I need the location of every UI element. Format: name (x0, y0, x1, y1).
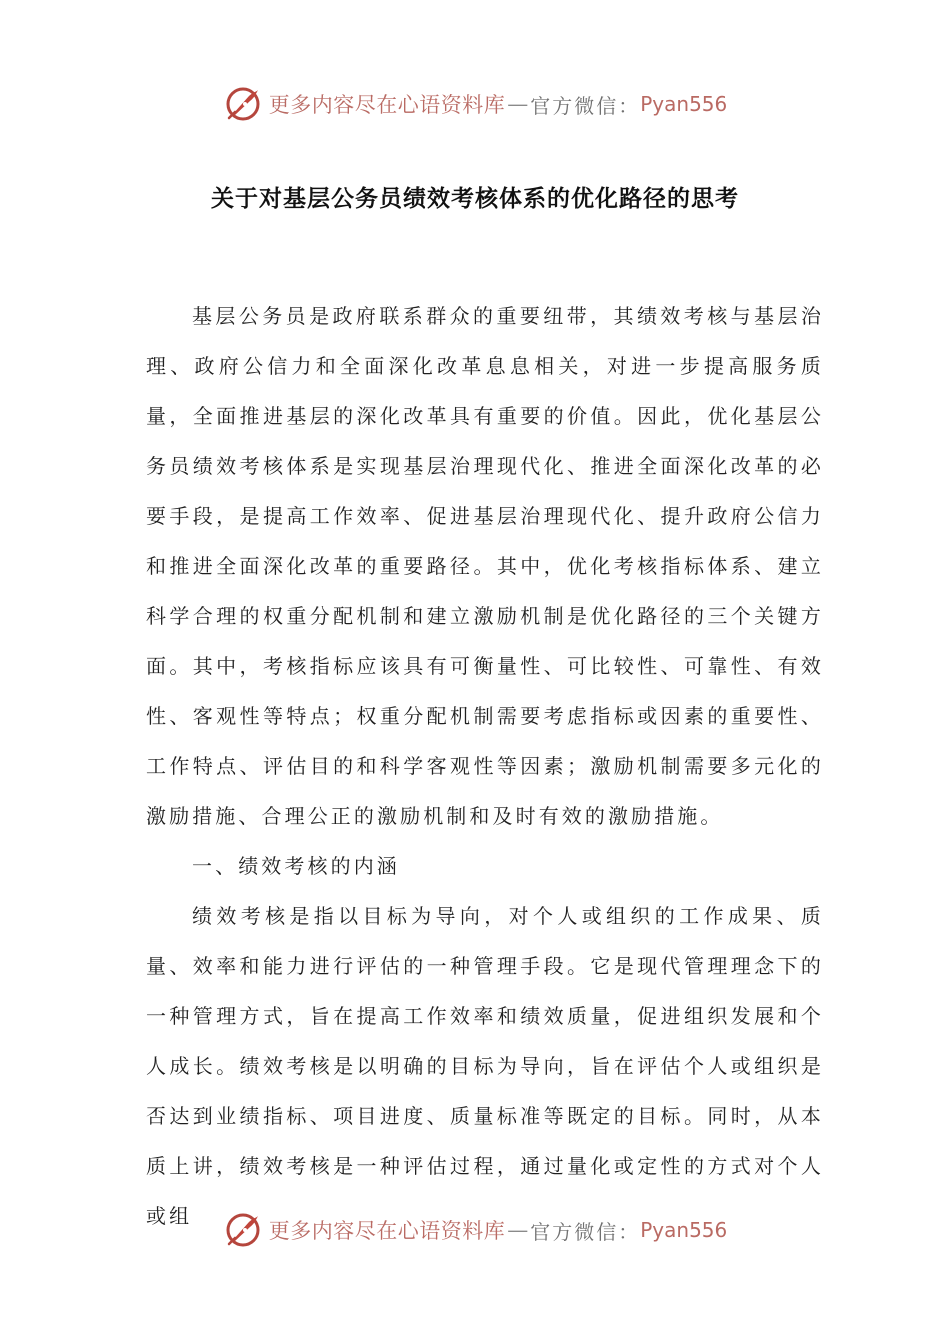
document-title: 关于对基层公务员绩效考核体系的优化路径的思考 (211, 186, 739, 212)
banner-wechat-id: Pyan556 (640, 1218, 728, 1242)
document-body (146, 291, 824, 1241)
footer-banner (0, 1208, 950, 1252)
section-paragraph: 绩效考核是指以目标为导向，对个人或组织的工作成果、质量、效率和能力进行评估的一种管理手段。它是现代管理理念下的一种管理方式，旨在提高工作效率和绩效质量，促进组织发展和个人成长。绩效考核是以明确的目标为导向，旨在评估个人或组织是否达到业绩指标、项目进度、质量标准等既定的目标。同时，从本质上讲，绩效考核是一种评估过程，通过量化或定性的方式对个人或组 (146, 904, 824, 1228)
header-banner (0, 82, 950, 126)
banner-separator: — (507, 92, 529, 116)
banner-separator: — (507, 1218, 529, 1242)
banner-main-text: 更多内容尽在心语资料库 (268, 93, 506, 117)
banner-official-label: 官方微信： (530, 93, 641, 118)
section-heading: 一、绩效考核的内涵 (192, 854, 400, 878)
quill-pen-logo-icon (223, 1210, 263, 1250)
intro-paragraph: 基层公务员是政府联系群众的重要纽带，其绩效考核与基层治理、政府公信力和全面深化改革息息相关，对进一步提高服务质量，全面推进基层的深化改革具有重要的价值。因此，优化基层公务员绩效考核体系是实现基层治理现代化、推进全面深化改革的必要手段，是提高工作效率、促进基层治理现代化、提升政府公信力和推进全面深化改革的重要路径。其中，优化考核指标体系、建立科学合理的权重分配机制和建立激励机制是优化路径的三个关键方面。其中，考核指标应该具有可衡量性、可比较性、可靠性、有效性、客观性等特点；权重分配机制需要考虑指标或因素的重要性、工作特点、评估目的和科学客观性等因素；激励机制需要多元化的激励措施、合理公正的激励机制和及时有效的激励措施。 (146, 304, 824, 828)
banner-main-text: 更多内容尽在心语资料库 (268, 1219, 506, 1243)
quill-pen-logo-icon (223, 84, 263, 124)
banner-wechat-id: Pyan556 (640, 92, 728, 116)
banner-official-label: 官方微信： (530, 1219, 641, 1244)
